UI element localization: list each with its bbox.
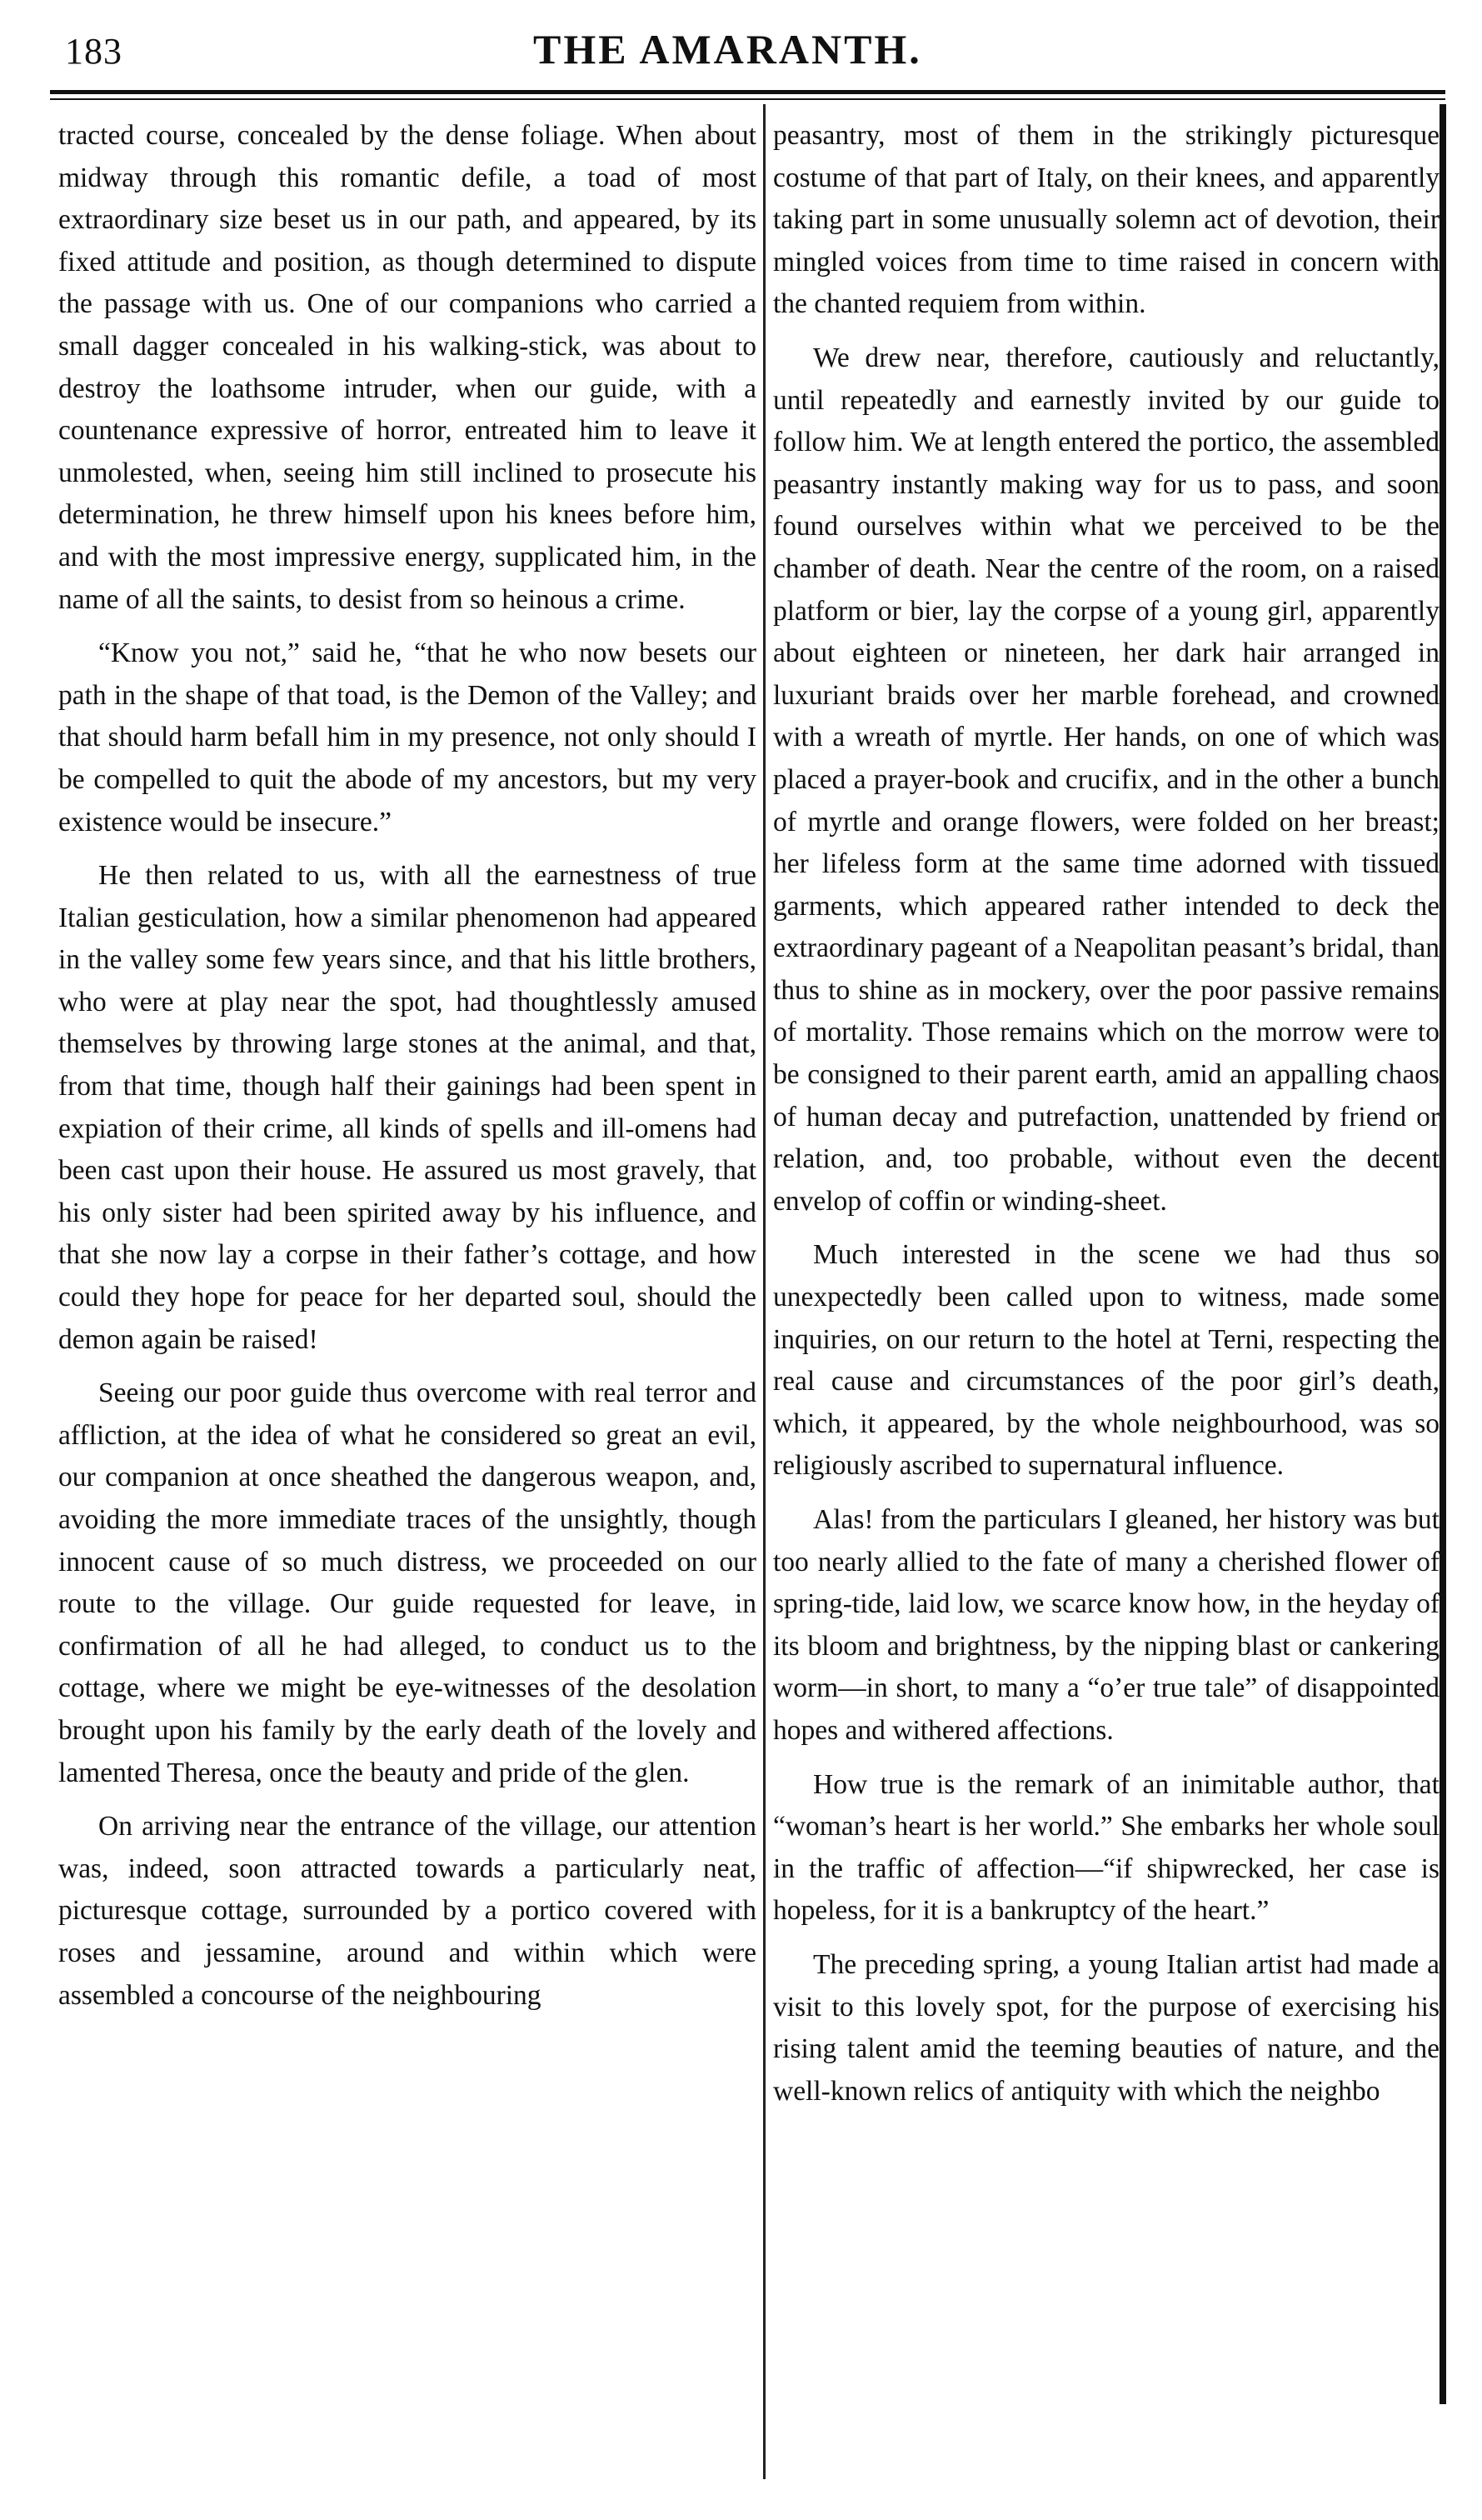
right-paragraph-3: Much interested in the scene we had thus so unexpectedly been called upon to witness, made some inquiries, on our return to the hotel at Terni, respecting the real cause and circumstances of the poor girl’s death, which, it appeared, by the whole neighbourhood, was so religiously ascribed to supernatural influence. — [773, 1239, 1440, 1482]
column-divider — [763, 104, 766, 2479]
page-header — [50, 25, 1433, 83]
left-paragraph-3: He then related to us, with all the earnestness of true Italian gesticulation, how a similar phenomenon had appeared in the valley some few years since, and that his little brothers, who were at play near the spot, had thoughtlessly amused themselves by throwing large stones at the animal, and that, from that time, though half their gainings had been spent in expiation of their crime, all kinds of spells and ill-omens had been cast upon their house. He assured us most gravely, that his only sister had been spirited away by his influence, and that she now lay a corpse in their father’s cottage, and how could they hope for peace for her departed soul, should the demon again be raised! — [58, 860, 756, 1355]
left-column — [58, 115, 756, 2017]
right-paragraph-5: How true is the remark of an inimitable author, that “woman’s heart is her world.” She embarks her whole soul in the traffic of affection—“if shipwrecked, her case is hopeless, for it is a bankruptcy of the heart.” — [773, 1768, 1440, 1927]
right-edge-rule — [1440, 104, 1446, 2404]
header-rule — [50, 90, 1445, 94]
left-paragraph-5: On arriving near the entrance of the village, our attention was, indeed, soon attracted towards a particularly neat, picturesque cottage, surrounded by a portico covered with roses and jessamine, around and within which were assembled a concourse of the neighbouring — [58, 1811, 756, 2011]
right-paragraph-6: The preceding spring, a young Italian artist had made a visit to this lovely spot, for the purpose of exercising his rising talent amid the teeming beauties of nature, and the well-known relics of antiquity with which the neighbo — [773, 1948, 1440, 2107]
right-paragraph-1: peasantry, most of them in the strikingly picturesque costume of that part of Italy, on their knees, and apparently taking part in some unusually solemn act of devotion, their mingled voices from time to time raised in concern with the chanted requiem from within. — [773, 120, 1440, 320]
header-rule-thin — [50, 98, 1445, 100]
right-paragraph-2: We drew near, therefore, cautiously and reluctantly, until repeatedly and earnestly invited by our guide to follow him. We at length entered the portico, the assembled peasantry instantly making way for us to pass, and soon found ourselves within what we perceived to be the chamber of death. Near the centre of the room, on a raised platform or bier, lay the corpse of a young girl, apparently about eighteen or nineteen, her dark hair arranged in luxuriant braids over her marble forehead, and crowned with a wreath of myrtle. Her hands, on one of which was placed a prayer-book and crucifix, and in the other a bunch of myrtle and orange flowers, were folded on her breast; her lifeless form at the same time adorned with tissued garments, which appeared rather intended to deck the extraordinary pageant of a Neapolitan peasant’s bridal, than thus to shine as in mockery, over the poor passive remains of mortality. Those remains which on the morrow were to be consigned to their parent earth, amid an appalling chaos of human decay and putrefaction, unattended by friend or relation, and, too probable, without even the decent envelop of coffin or winding-sheet. — [773, 342, 1440, 1217]
page-number: 183 — [65, 31, 122, 72]
right-column — [773, 115, 1440, 2112]
right-paragraph-4: Alas! from the particulars I gleaned, her history was but too nearly allied to the fate of many a cherished flower of spring-tide, laid low, we scarce know how, in the heyday of its bloom and brightness, by the nipping blast or cankering worm—in short, to many a “o’er true tale” of disappointed hopes and withered affections. — [773, 1504, 1440, 1746]
running-title: THE AMARANTH. — [533, 26, 922, 72]
left-paragraph-1: tracted course, concealed by the dense foliage. When about midway through this romantic defile, a toad of most extraordinary size beset us in our path, and appeared, by its fixed attitude and position, as though determined to dispute the passage with us. One of our companions who carried a small dagger concealed in his walking-stick, was about to destroy the loathsome intruder, when our guide, with a countenance expressive of horror, entreated him to leave it unmolested, when, seeing him still inclined to prosecute his determination, he threw himself upon his knees before him, and with the most impressive energy, supplicated him, in the name of all the saints, to desist from so heinous a crime. — [58, 120, 756, 615]
left-paragraph-2: “Know you not,” said he, “that he who now besets our path in the shape of that toad, is the Demon of the Valley; and that should harm befall him in my presence, not only should I be compelled to quit the abode of my ancestors, but my very existence would be insecure.” — [58, 638, 756, 838]
left-paragraph-4: Seeing our poor guide thus overcome with real terror and affliction, at the idea of what he considered so great an evil, our companion at once sheathed the dangerous weapon, and, avoiding the more immediate traces of the unsightly, though innocent cause of so much distress, we proceeded on our route to the village. Our guide requested for leave, in confirmation of all he had alleged, to conduct us to the cottage, where we might be eye-witnesses of the desolation brought upon his family by the early death of the lovely and lamented Theresa, once the beauty and pride of the glen. — [58, 1378, 756, 1788]
